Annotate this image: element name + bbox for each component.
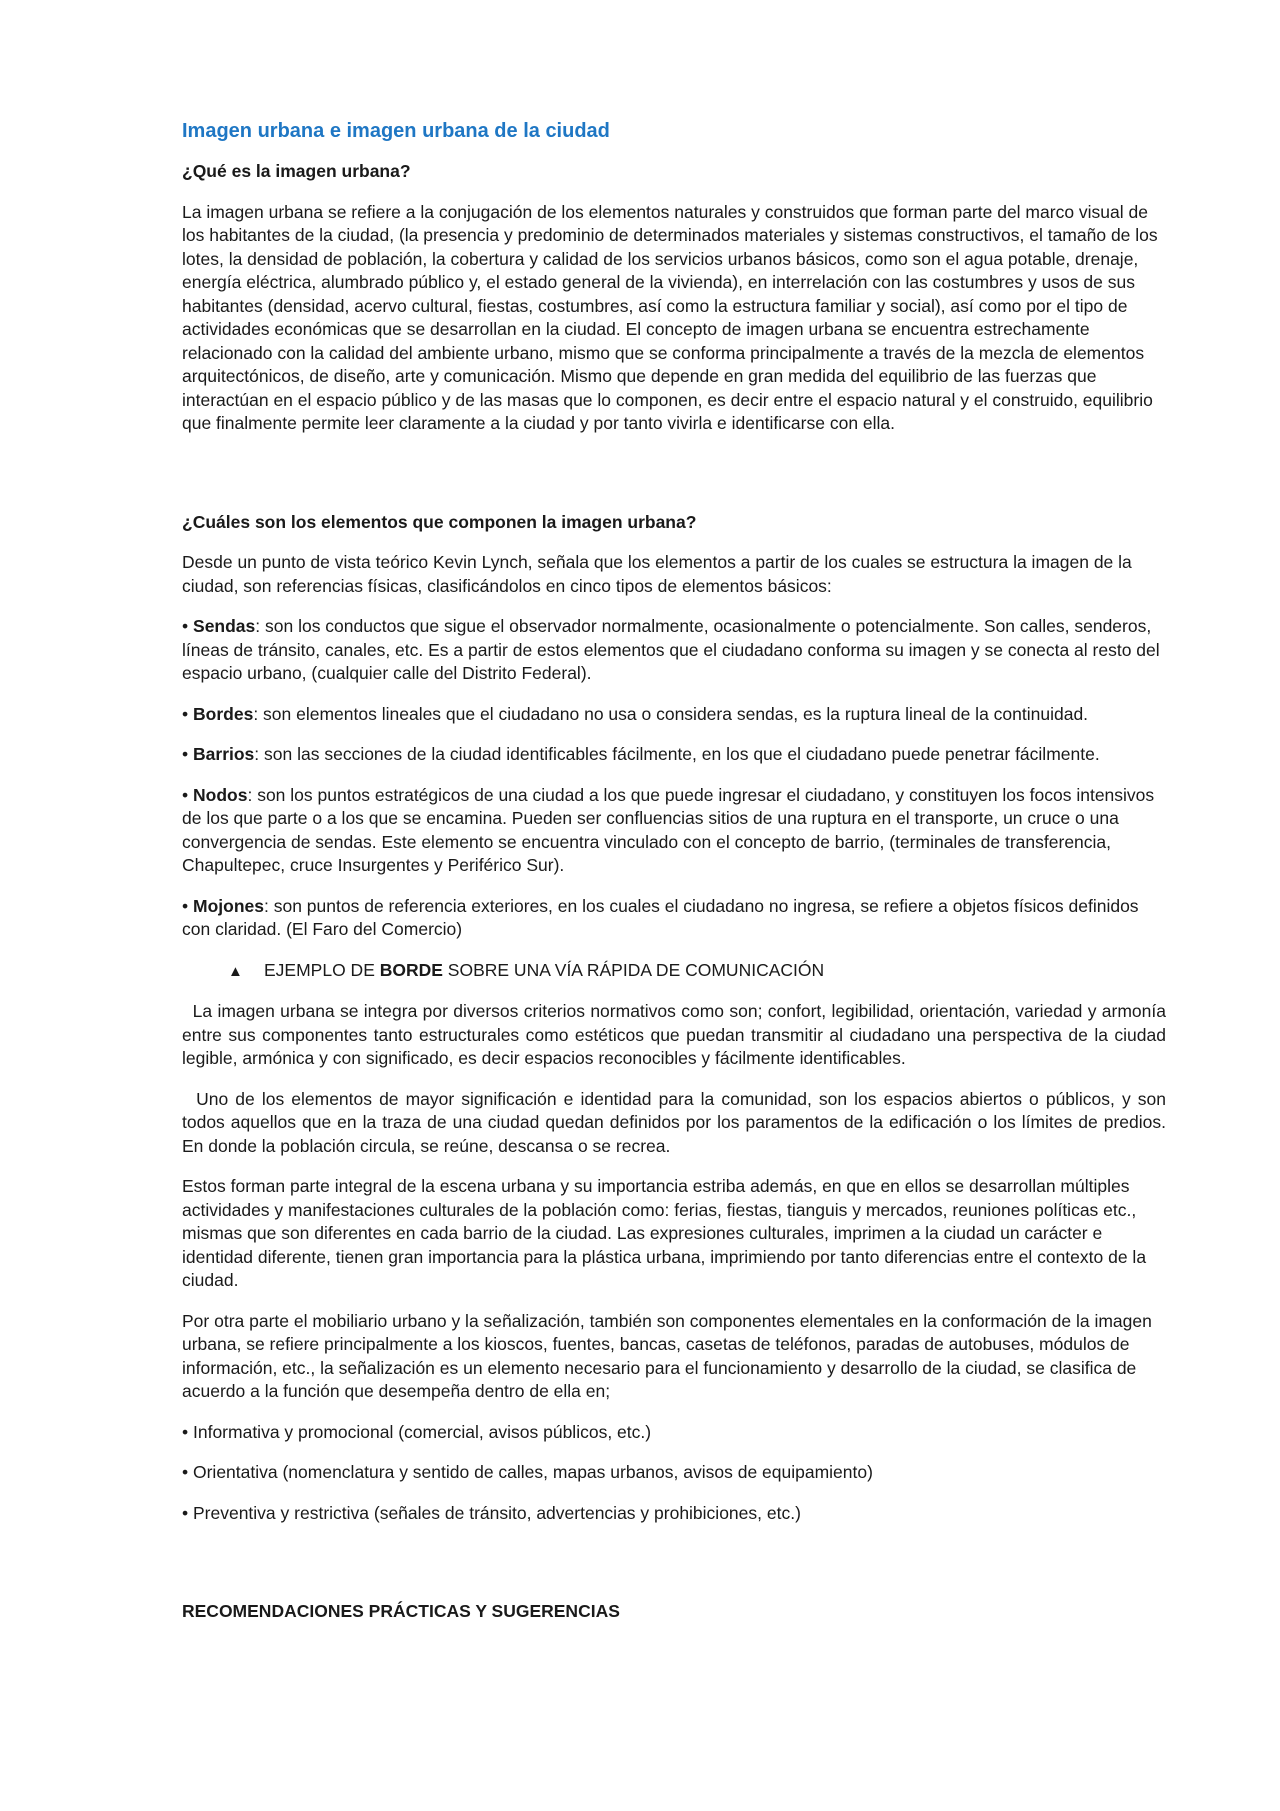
element-description: : son elementos lineales que el ciudadano no usa o considera sendas, es la ruptura lineal de la continuidad. [253,703,1089,724]
element-item-nodos: • Nodos: son los puntos estratégicos de una ciudad a los que puede ingresar el ciudadano, y constituyen los focos intensivos de los que parte o a los que se encamina. Pueden ser confluencias sitios de una ruptura en el transporte, un cruce o una convergencia de sendas. Este elemento se encuentra vinculado con el concepto de barrio, (terminales de transferencia, Chapultepec, cruce Insurgentes y Periférico Sur). [182,784,1155,875]
element-term: Mojones [193,895,264,916]
signage-item-preventiva: • Preventiva y restrictiva (señales de tránsito, advertencias y prohibiciones, etc.) [182,1502,801,1523]
paragraph-lynch: Desde un punto de vista teórico Kevin Lynch, señala que los elementos a partir de los cuales se estructura la imagen de la ciudad, son referencias físicas, clasificándolos en cinco tipos de elementos básicos: [182,552,1132,596]
paragraph-furniture: Por otra parte el mobiliario urbano y la señalización, también son componentes elementales en la conformación de la imagen urbana, se refiere principalmente a los kioscos, fuentes, bancas, casetas de teléfonos, paradas de autobuses, módulos de información, etc., la señalización es un elemento necesario para el funcionamiento y desarrollo de la ciudad, se clasifica de acuerdo a la función que desempeña dentro de ella en; [182,1310,1152,1401]
signage-item-informativa: • Informativa y promocional (comercial, avisos públicos, etc.) [182,1421,652,1442]
paragraph-open-spaces: Uno de los elementos de mayor significación e identidad para la comunidad, son los espacios abiertos o públicos, y son todos aquellos que en la traza de una ciudad quedan definidos por los paramentos de la edificación o los límites de predios. En donde la población circula, se reúne, descansa o se recrea. [182,1088,1171,1156]
paragraph-criteria: La imagen urbana se integra por diversos criterios normativos como son; confort, legibilidad, orientación, variedad y armonía entre sus componentes tanto estructurales como estéticos que puedan transmitir al ciudadano una perspectiva de la ciudad legible, armónica y con significado, es decir espacios reconocibles y fácilmente identificables. [182,1001,1171,1068]
element-description: : son los puntos estratégicos de una ciudad a los que puede ingresar el ciudadano, y constituyen los focos intensivos de los que parte o a los que se encamina. Pueden ser confluencias sitios de una ruptura en el transporte, un cruce o una convergencia de sendas. Este elemento se encuentra vinculado con el concepto de barrio, (terminales de transferencia, Chapultepec, cruce Insurgentes y Periférico Sur). [182,784,1155,875]
document-page [182,118,1171,1624]
element-term: Barrios [193,744,255,764]
element-description: : son los conductos que sigue el observador normalmente, ocasionalmente o potencialmente. Son calles, senderos, líneas de tránsito, canales, etc. Es a partir de estos elementos que el ciudadano conforma su imagen y se conecta al resto del espacio urbano, (cualquier calle del Distrito Federal). [182,616,1160,683]
signage-item-orientativa: • Orientativa (nomenclatura y sentido de calles, mapas urbanos, avisos de equipamiento) [182,1462,873,1482]
paragraph-urban-scene: Estos forman parte integral de la escena urbana y su importancia estriba además, en que en ellos se desarrollan múltiples actividades y manifestaciones culturales de la población como: ferias, fiestas, tianguis y mercados, reuniones políticas etc., mismas que son diferentes en cada barrio de la ciudad. Las expresiones culturales, imprimen a la ciudad un carácter e identidad diferente, tienen gran importancia para la plástica urbana, imprimiendo por tanto diferencias entre el contexto de la ciudad. [182,1176,1147,1290]
example-caption: ▲ EJEMPLO DE BORDE SOBRE UNA VÍA RÁPIDA DE COMUNICACIÓN [228,959,1166,984]
triangle-icon: ▲ [228,962,243,980]
element-item-bordes: • Bordes: son elementos lineales que el ciudadano no usa o considera sendas, es la ruptura lineal de la continuidad. [182,703,1089,724]
element-description: : son puntos de referencia exteriores, en los cuales el ciudadano no ingresa, se refiere a objetos físicos definidos con claridad. (El Faro del Comercio) [182,895,1139,939]
element-item-barrios: • Barrios: son las secciones de la ciudad identificables fácilmente, en los que el ciudadano puede penetrar fácilmente. [182,744,1100,764]
element-item-sendas: • Sendas: son los conductos que sigue el observador normalmente, ocasionalmente o potencialmente. Son calles, senderos, líneas de tránsito, canales, etc. Es a partir de estos elementos que el ciudadano conforma su imagen y se conecta al resto del espacio urbano, (cualquier calle del Distrito Federal). [182,616,1160,683]
element-term: Nodos [193,784,248,805]
element-term: Sendas [193,616,256,636]
spacer [182,1542,1166,1600]
section-heading-recommendations: RECOMENDACIONES PRÁCTICAS Y SUGERENCIAS [182,1601,620,1621]
question-heading-1: ¿Qué es la imagen urbana? [182,161,411,181]
question-heading-2: ¿Cuáles son los elementos que componen la imagen urbana? [182,511,697,532]
spacer [182,453,1166,511]
element-term: Bordes [193,703,254,724]
element-description: : son las secciones de la ciudad identificables fácilmente, en los que el ciudadano puede penetrar fácilmente. [254,744,1100,764]
document-title: Imagen urbana e imagen urbana de la ciudad [182,120,610,142]
element-item-mojones: • Mojones: son puntos de referencia exteriores, en los cuales el ciudadano no ingresa, se refiere a objetos físicos definidos con claridad. (El Faro del Comercio) [182,895,1139,939]
paragraph-definition: La imagen urbana se refiere a la conjugación de los elementos naturales y construidos que forman parte del marco visual de los habitantes de la ciudad, (la presencia y predominio de determinados materiales y sistemas constructivos, el tamaño de los lotes, la densidad de población, la cobertura y calidad de los servicios urbanos básicos, como son el agua potable, drenaje, energía eléctrica, alumbrado público y, el estado general de la vivienda), en interrelación con las costumbres y usos de sus habitantes (densidad, acervo cultural, fiestas, costumbres, así como la estructura familiar y social), así como por el tipo de actividades económicas que se desarrollan en la ciudad. El concepto de imagen urbana se encuentra estrechamente relacionado con la calidad del ambiente urbano, mismo que se conforma principalmente a través de la mezcla de elementos arquitectónicos, de diseño, arte y comunicación. Mismo que depende en gran medida del equilibrio de las fuerzas que interactúan en el espacio público y de las masas que lo componen, es decir entre el espacio natural y el construido, equilibrio que finalmente permite leer claramente a la ciudad y por tanto vivirla e identificarse con ella. [182,201,1158,433]
